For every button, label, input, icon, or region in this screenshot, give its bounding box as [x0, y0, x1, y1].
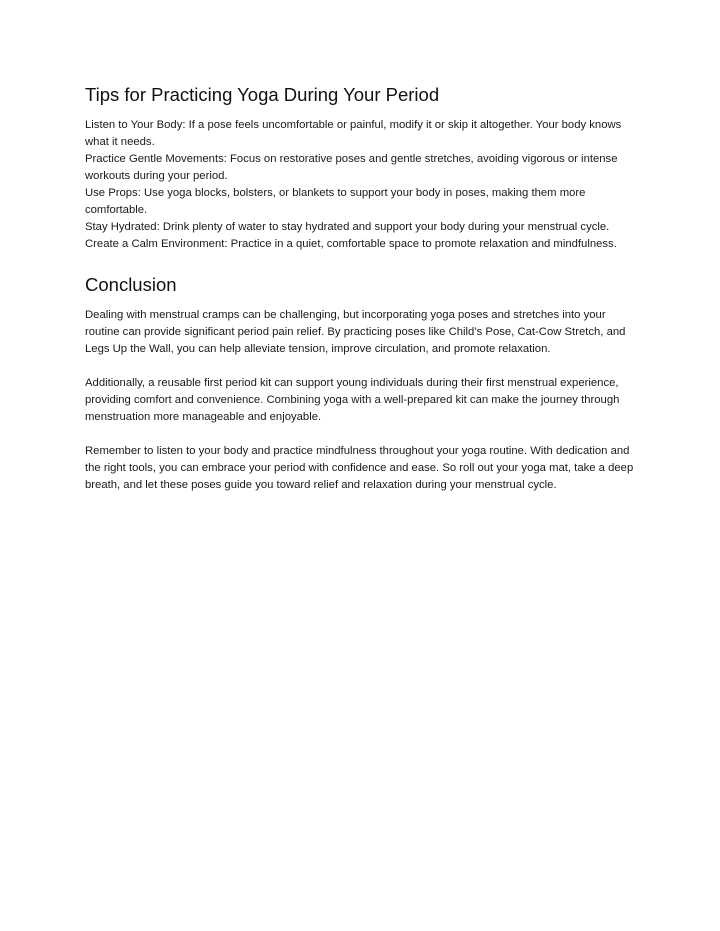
conclusion-paragraph-3: Remember to listen to your body and practice mindfulness throughout your yoga routine. With dedication and the right tools, you can embrace your period with confidence and ease. So roll out your yoga mat, take a deep breath, and let these poses guide you toward relief and relaxation during your menstrual cycle.	[85, 445, 634, 491]
tip-stay-hydrated: Stay Hydrated: Drink plenty of water to stay hydrated and support your body during your menstrual cycle.	[85, 221, 610, 233]
tip-listen-to-body: Listen to Your Body: If a pose feels uncomfortable or painful, modify it or skip it altogether. Your body knows what it needs.	[85, 119, 622, 148]
conclusion-paragraph-2: Additionally, a reusable first period kit can support young individuals during their first menstrual experience, providing comfort and convenience. Combining yoga with a well-prepared kit can make the journey through menstruation more manageable and enjoyable.	[85, 377, 620, 423]
tip-calm-environment: Create a Calm Environment: Practice in a quiet, comfortable space to promote relaxation and mindfulness.	[85, 238, 617, 250]
conclusion-heading: Conclusion	[85, 274, 177, 295]
conclusion-section	[85, 274, 640, 494]
tips-list	[85, 117, 640, 253]
tips-section	[85, 84, 640, 253]
tips-heading: Tips for Practicing Yoga During Your Period	[85, 84, 440, 105]
conclusion-paragraph-1: Dealing with menstrual cramps can be challenging, but incorporating yoga poses and stretches into your routine can provide significant period pain relief. By practicing poses like Child’s Pose, Cat-Cow Stretch, and Legs Up the Wall, you can help alleviate tension, improve circulation, and promote relaxation.	[85, 309, 626, 355]
tip-gentle-movements: Practice Gentle Movements: Focus on restorative poses and gentle stretches, avoiding vigorous or intense workouts during your period.	[85, 153, 618, 182]
tip-use-props: Use Props: Use yoga blocks, bolsters, or blankets to support your body in poses, making them more comfortable.	[85, 187, 586, 216]
document-page	[85, 84, 640, 511]
